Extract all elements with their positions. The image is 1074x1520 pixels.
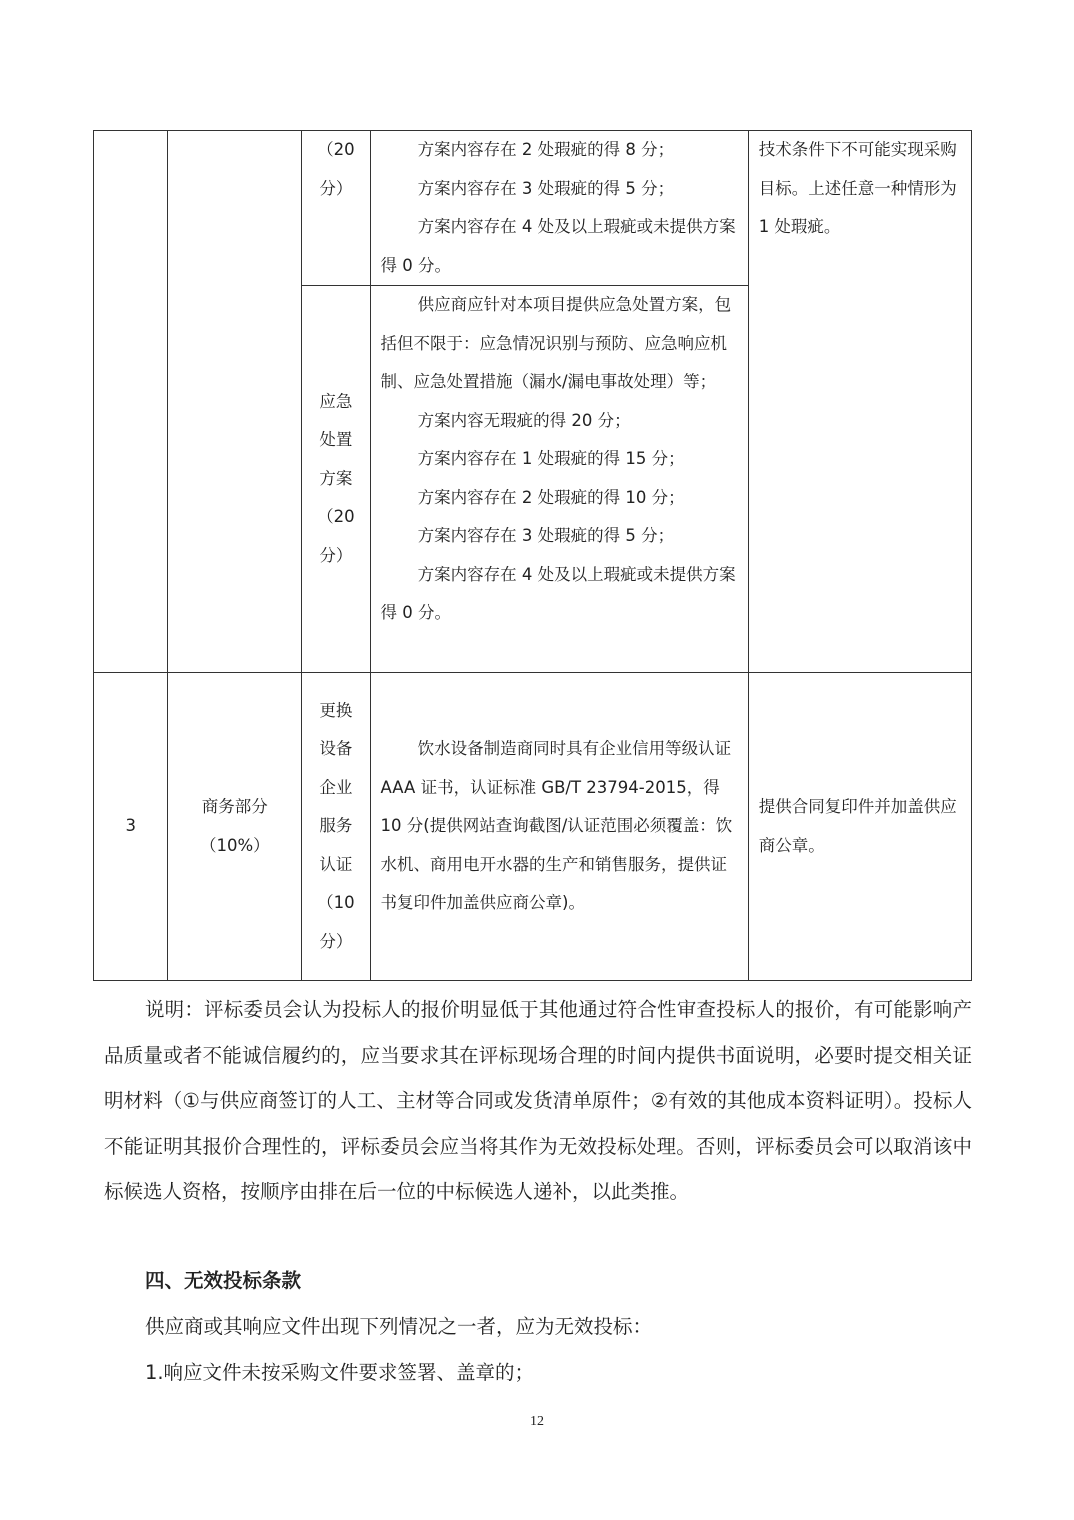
item-line: 处置	[319, 430, 353, 450]
item-line: （20	[317, 140, 355, 159]
criteria-cell	[370, 286, 748, 673]
item-cell	[302, 673, 370, 981]
scoring-table	[93, 130, 972, 981]
criteria-line: 供应商应针对本项目提供应急处置方案，包括但不限于：应急情况识别与预防、应急响应机制、应急处置措施（漏水/漏电事故处理）等；	[380, 295, 732, 391]
item-line: 认证	[319, 854, 353, 874]
category-weight: （10%）	[199, 835, 270, 855]
table-row	[94, 131, 972, 286]
item-line: （20	[317, 507, 355, 527]
item-line: 设备	[319, 739, 353, 759]
note-cell	[748, 673, 971, 981]
category-cell	[168, 673, 302, 981]
criteria-line: 方案内容存在 2 处瑕疵的得 10 分；	[417, 487, 685, 507]
page-number: 12	[530, 1414, 544, 1429]
criteria-line: 方案内容存在 4 处及以上瑕疵或未提供方案得 0 分。	[380, 564, 736, 622]
item-line: 分）	[319, 931, 353, 951]
note-text: 技术条件下不可能实现采购目标。上述任意一种情形为 1 处瑕疵。	[758, 140, 957, 236]
criteria-line: 方案内容无瑕疵的得 20 分；	[417, 410, 631, 430]
section-intro: 供应商或其响应文件出现下列情况之一者，应为无效投标：	[144, 1315, 652, 1338]
table-row	[94, 673, 972, 981]
item-line: 应急	[319, 391, 353, 411]
note-text: 提供合同复印件并加盖供应商公章。	[758, 797, 957, 855]
number-cell: 3	[94, 673, 168, 981]
criteria-cell	[370, 131, 748, 286]
criteria-line: 方案内容存在 3 处瑕疵的得 5 分；	[417, 526, 675, 545]
criteria-line: 方案内容存在 2 处瑕疵的得 8 分；	[417, 140, 675, 159]
explanation-paragraph: 说明：评标委员会认为投标人的报价明显低于其他通过符合性审查投标人的报价，有可能影响产品质量或者不能诚信履约的，应当要求其在评标现场合理的时间内提供书面说明，必要时提交相关证明材料（①与供应商签订的人工、主材等合同或发货清单原件；②有效的其他成本资料证明）。投标人不能证明其报价合理性的，评标委员会应当将其作为无效投标处理。否则，评标委员会可以取消该中标候选人资格，按顺序由排在后一位的中标候选人递补，以此类推。	[104, 998, 972, 1203]
item-line: 更换	[319, 700, 353, 720]
note-cell	[748, 131, 971, 673]
number-cell	[94, 131, 168, 673]
category-cell	[168, 131, 302, 673]
item-cell	[302, 131, 370, 286]
item-cell	[302, 286, 370, 673]
item-line: （10	[317, 893, 355, 913]
criteria-line: 方案内容存在 1 处瑕疵的得 15 分；	[417, 449, 685, 468]
category-name: 商务部分	[201, 797, 268, 816]
criteria-text: 饮水设备制造商同时具有企业信用等级认证 AAA 证书，认证标准 GB/T 23794-2015，得 10 分(提供网站查询截图/认证范围必须覆盖：饮水机、商用电开水器的生产和销售服务，提供证书复印件加盖供应商公章)。	[380, 739, 733, 913]
criteria-line: 方案内容存在 3 处瑕疵的得 5 分；	[417, 178, 675, 198]
item-line: 分）	[319, 178, 353, 198]
section-item: 1.响应文件未按采购文件要求签署、盖章的；	[144, 1361, 535, 1384]
item-line: 分）	[319, 545, 353, 565]
item-line: 企业	[319, 777, 353, 797]
criteria-line: 方案内容存在 4 处及以上瑕疵或未提供方案得 0 分。	[380, 217, 736, 275]
criteria-cell	[370, 673, 748, 981]
section-heading: 四、无效投标条款	[144, 1269, 301, 1292]
item-line: 服务	[319, 816, 353, 836]
item-line: 方案	[319, 468, 353, 488]
